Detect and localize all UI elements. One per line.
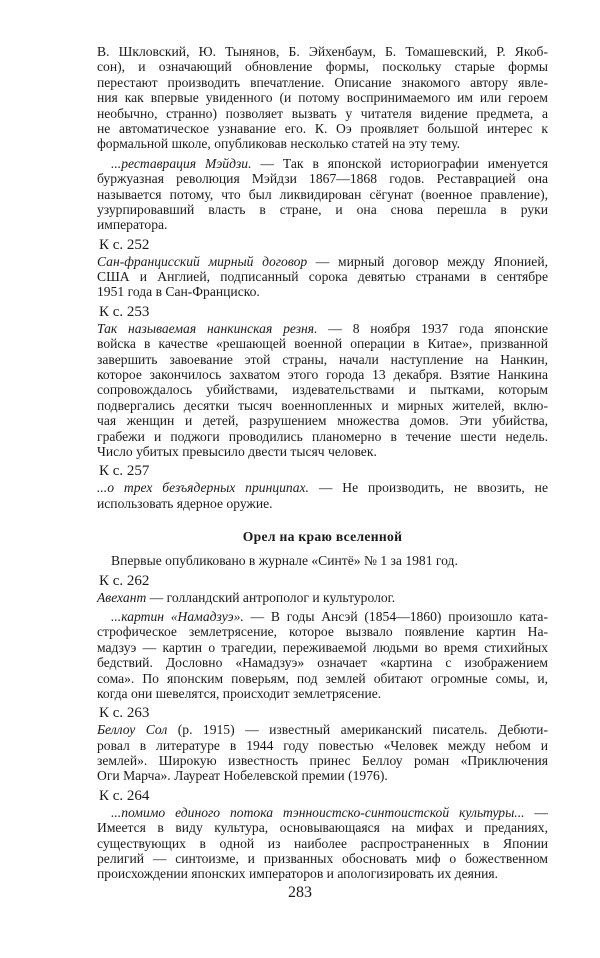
text-line xyxy=(97,59,548,74)
text-line xyxy=(97,624,548,639)
text-line xyxy=(97,136,548,151)
text-line xyxy=(97,202,548,217)
line-text: — Так в японской историографии именуется xyxy=(251,155,548,171)
italic-term: ...картин «Намадзуэ». xyxy=(111,608,244,624)
text-line xyxy=(97,805,548,820)
line-text: чая женщин и детей, разрушением множества домов. Эти убийства, xyxy=(97,413,548,429)
line-text: императора. xyxy=(97,217,168,233)
page-reference: К с. 263 xyxy=(99,705,150,722)
text-line xyxy=(97,106,548,121)
note-paragraph xyxy=(97,722,548,784)
note-paragraph xyxy=(97,480,548,511)
line-text: — В годы Ансэй (1854—1860) произошло ката- xyxy=(243,608,548,624)
text-line xyxy=(97,444,548,459)
note-paragraph xyxy=(97,805,548,882)
line-text: — Не производить, не ввозить, не xyxy=(308,480,548,496)
italic-term: Так называемая нанкинская резня. xyxy=(97,320,318,336)
line-text: Оги Марча». Лауреат Нобелевской премии (1976). xyxy=(97,768,388,784)
line-text: — голландский антрополог и культуролог. xyxy=(146,589,396,605)
note-paragraph xyxy=(97,590,548,605)
text-line xyxy=(97,187,548,202)
text-line xyxy=(97,398,548,413)
text-line xyxy=(97,851,548,866)
line-text: США и Англией, подписанный сорока девятью странами в сентябре xyxy=(97,269,548,285)
italic-term: ...помимо единого потока тэнноистско-синтоистской культуры... xyxy=(111,804,525,820)
line-text: перестают производить впечатление. Описание знакомого автору явле- xyxy=(97,74,548,90)
line-text: строфическое землетрясение, которое вызвало появление картин На- xyxy=(97,624,548,640)
line-text: Имеется в виду культура, основывающаяся на мифах и преданиях, xyxy=(97,820,548,836)
text-line xyxy=(97,367,548,382)
line-text: не автоматическое узнавание его. К. Оэ проявляет большой интерес к xyxy=(97,120,548,136)
text-line xyxy=(97,284,548,299)
italic-term: ...реставрация Мэйдзи. xyxy=(111,155,252,171)
line-text: — мирный договор между Японией, xyxy=(307,253,548,269)
text-line xyxy=(97,429,548,444)
line-text: ния как впервые увиденного (и потому воспринимаемого им или героем xyxy=(97,90,548,106)
text-line xyxy=(97,866,548,881)
text-line xyxy=(97,753,548,768)
text-line xyxy=(97,121,548,136)
note-paragraph xyxy=(97,156,548,233)
italic-term: ...о трех безъядерных принципах. xyxy=(97,480,309,496)
text-line xyxy=(97,413,548,428)
section-heading: Орел на краю вселенной xyxy=(242,529,403,545)
line-text: В. Шкловский, Ю. Тынянов, Б. Эйхенбаум, Б. Томашевский, Р. Якоб- xyxy=(97,44,548,59)
text-line xyxy=(97,655,548,670)
text-line xyxy=(97,820,548,835)
text-line xyxy=(97,321,548,336)
text-line xyxy=(97,269,548,284)
italic-term: Беллоу Сол xyxy=(97,722,168,738)
line-text: — xyxy=(524,804,548,820)
line-text: подвергались десятки тысяч военнопленных и мирных жителей, вклю- xyxy=(97,397,548,413)
line-text: формальной школе, опубликовав несколько статей на эту тему. xyxy=(97,136,461,152)
text-line xyxy=(97,156,548,171)
text-line xyxy=(97,738,548,753)
line-text: 1951 года в Сан-Франциско. xyxy=(97,284,260,300)
text-line xyxy=(97,336,548,351)
note-paragraph xyxy=(97,609,548,701)
text-line xyxy=(97,609,548,624)
line-text: называется потому, что был ликвидирован сёгунат (военное правление), xyxy=(97,186,548,202)
italic-term: Сан-францисский мирный договор xyxy=(97,253,308,269)
text-line xyxy=(97,722,548,737)
line-text: когда они шевелятся, происходит землетрясение. xyxy=(97,685,382,701)
text-line xyxy=(97,836,548,851)
line-text: — 8 ноября 1937 года японские xyxy=(317,320,548,336)
text-line xyxy=(97,90,548,105)
book-page-text xyxy=(97,44,548,886)
page-reference: К с. 264 xyxy=(99,787,150,804)
page-reference: К с. 253 xyxy=(99,303,150,320)
text-line xyxy=(97,768,548,783)
text-line xyxy=(97,480,548,495)
text-line xyxy=(97,640,548,655)
text-line xyxy=(97,382,548,397)
page-reference: К с. 257 xyxy=(99,463,150,480)
line-text: использовать ядерное оружие. xyxy=(97,495,273,511)
text-line xyxy=(97,171,548,186)
line-text: (р. 1915) — известный американский писатель. Дебюти- xyxy=(167,722,548,738)
line-text: которое закончилось захватом этого города 13 декабря. Взятие Нанкина xyxy=(97,367,548,383)
line-text: узурпировавший власть в стране, и она снова перешла в руки xyxy=(97,201,548,217)
text-line xyxy=(97,352,548,367)
line-text: происхождении японских императоров и апологизировать их деяния. xyxy=(97,866,499,882)
line-text: существующих в одной из наиболее распространенных в Японии xyxy=(97,835,548,851)
text-line xyxy=(97,496,548,511)
line-text: сома». По японским поверьям, под землей обитают огромные сомы, и, xyxy=(97,670,548,686)
text-line xyxy=(97,44,548,59)
page-reference: К с. 262 xyxy=(99,572,150,589)
line-text: грабежи и поджоги проводились планомерно в течение шести недель. xyxy=(97,428,548,444)
line-text: сон), и означающий обновление формы, поскольку старые формы xyxy=(97,59,548,75)
text-line xyxy=(97,590,548,605)
page-number: 283 xyxy=(288,884,312,901)
note-paragraph xyxy=(97,44,548,152)
line-text: буржуазная революция Мэйдзи 1867—1868 годов. Реставрацией она xyxy=(97,171,548,187)
line-text: Число убитых превысило двести тысяч человек. xyxy=(97,443,377,459)
line-text: завершить завоевание этой страны, начали наступление на Нанкин, xyxy=(97,351,548,367)
line-text: мадзуэ — картин о трагедии, переживаемой людьми во время стихийных xyxy=(97,639,548,655)
page-reference: К с. 252 xyxy=(99,236,150,253)
text-line xyxy=(97,671,548,686)
line-text: необычно, странно) позволяет вызвать у читателя видение предмета, а xyxy=(97,105,548,121)
text-line xyxy=(97,254,548,269)
note-paragraph xyxy=(97,254,548,300)
line-text: бедствий. Дословно «Намадзуэ» означает «картина с изображением xyxy=(97,655,548,671)
text-line xyxy=(97,217,548,232)
line-text: сопровождалось убийствами, издевательствами и пытками, которым xyxy=(97,382,548,398)
italic-term: Авехант xyxy=(97,589,147,605)
line-text: Впервые опубликовано в журнале «Синтё» № 1 за 1981 год. xyxy=(111,553,458,569)
text-line xyxy=(97,75,548,90)
line-text: землей». Широкую известность принес Беллоу роман «Приключения xyxy=(97,753,548,769)
note-paragraph xyxy=(97,321,548,460)
text-line xyxy=(97,686,548,701)
line-text: войска в качестве «решающей военной операции в Китае», призванной xyxy=(97,336,548,352)
line-text: религий — синтоизме, и призванных обосновать миф о божественном xyxy=(97,851,548,867)
line-text: ровал в литературе в 1944 году повестью «Человек между небом и xyxy=(97,737,548,753)
note-paragraph xyxy=(97,553,548,568)
text-line xyxy=(97,553,548,568)
